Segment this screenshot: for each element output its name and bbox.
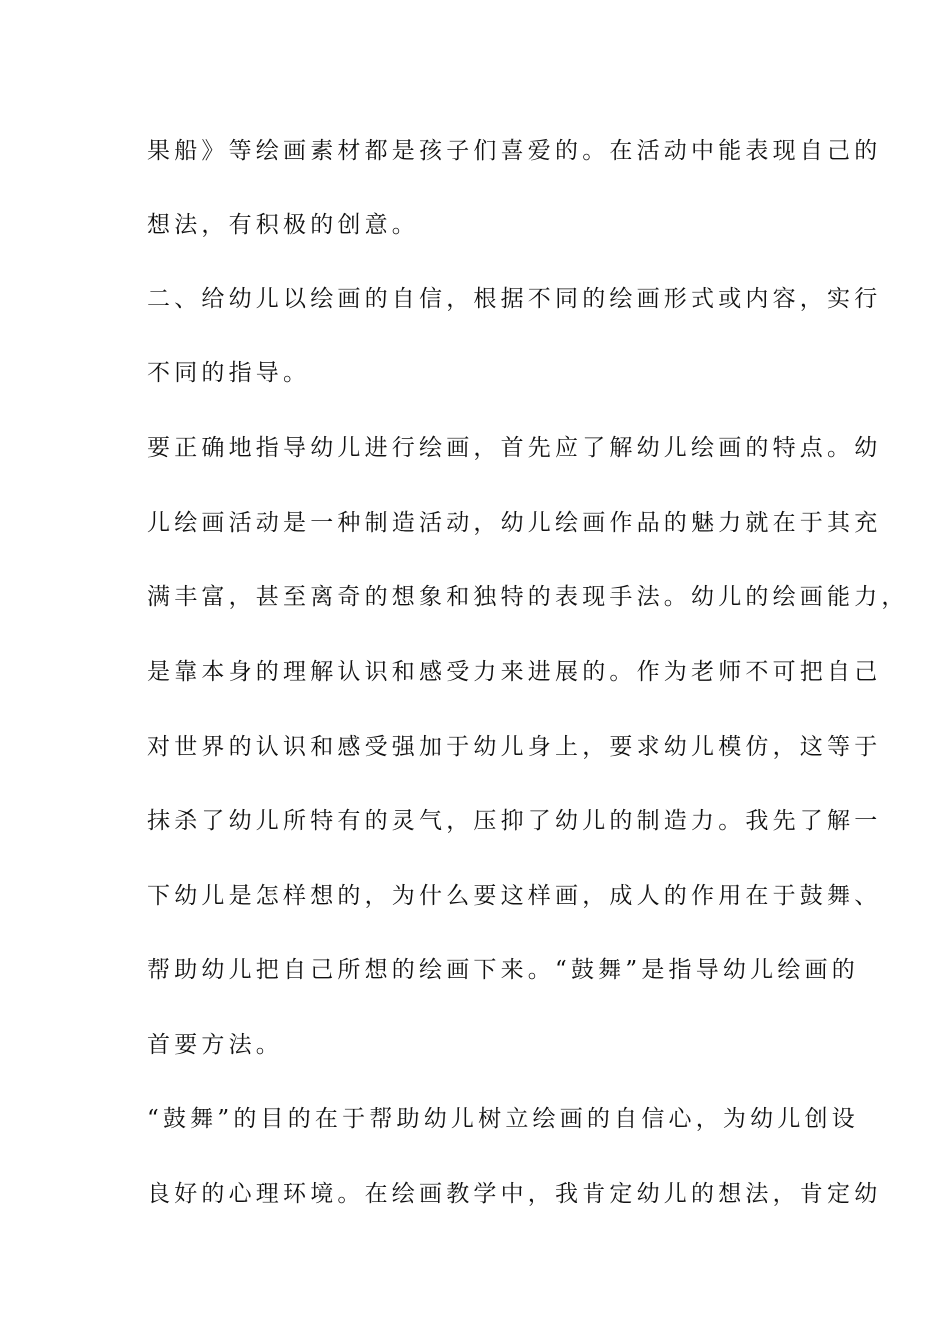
text-line-6: 儿绘画活动是一种制造活动，幼儿绘画作品的魅力就在于其充 [147,510,882,536]
text-line-15: 良好的心理环境。在绘画教学中，我肯定幼儿的想法，肯定幼 [147,1181,882,1207]
text-line-8: 是靠本身的理解认识和感受力来进展的。作为老师不可把自己 [147,659,882,685]
section-heading-line-1: 二、给幼儿以绘画的自信，根据不同的绘画形式或内容，实行 [147,286,882,312]
text-line-14: “鼓舞”的目的在于帮助幼儿树立绘画的自信心，为幼儿创设 [147,1106,859,1132]
section-heading-line-2: 不同的指导。 [147,360,311,386]
text-line-11: 下幼儿是怎样想的，为什么要这样画，成人的作用在于鼓舞、 [147,883,882,909]
text-line-5: 要正确地指导幼儿进行绘画，首先应了解幼儿绘画的特点。幼 [147,435,882,461]
text-line-7: 满丰富，甚至离奇的想象和独特的表现手法。幼儿的绘画能力， [147,584,909,610]
text-line-10: 抹杀了幼儿所特有的灵气，压抑了幼儿的制造力。我先了解一 [147,808,882,834]
text-line-9: 对世界的认识和感受强加于幼儿身上，要求幼儿模仿，这等于 [147,734,882,760]
text-line-1: 果船》等绘画素材都是孩子们喜爱的。在活动中能表现自己的 [147,138,882,164]
text-line-13: 首要方法。 [147,1032,283,1058]
text-line-12: 帮助幼儿把自己所想的绘画下来。“鼓舞”是指导幼儿绘画的 [147,957,859,983]
text-line-2: 想法，有积极的创意。 [147,212,419,238]
